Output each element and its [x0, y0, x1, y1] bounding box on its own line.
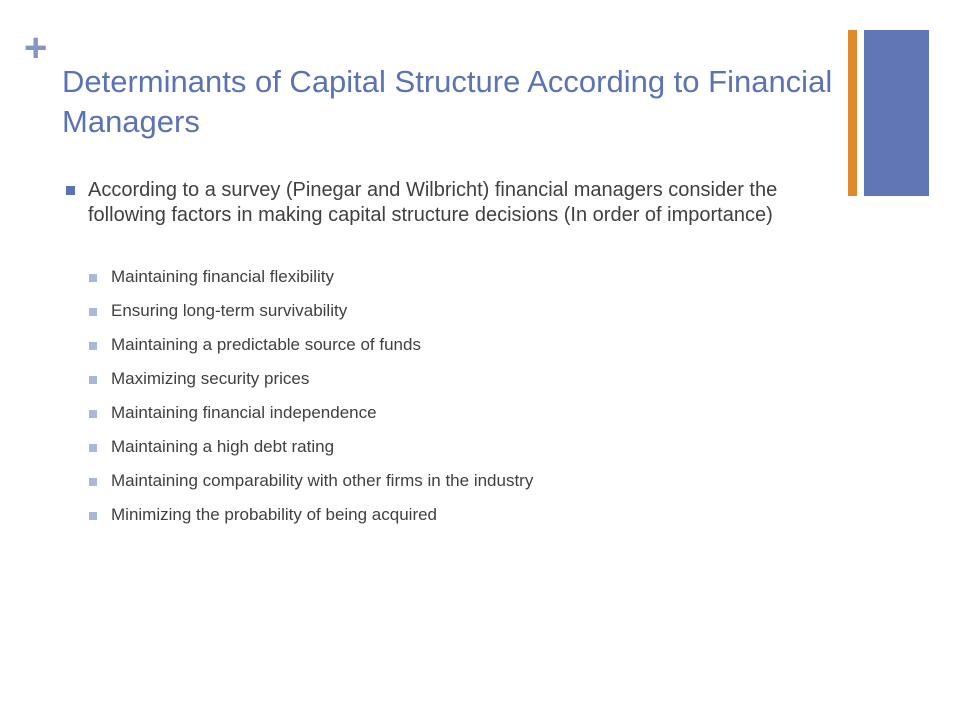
factor-text: Maintaining a high debt rating: [111, 437, 335, 456]
square-bullet-icon: [89, 478, 97, 486]
factor-text: Maintaining a predictable source of funds: [111, 335, 421, 354]
factor-text: Maintaining financial independence: [111, 403, 377, 422]
plus-icon: +: [24, 26, 48, 70]
main-point-text: According to a survey (Pinegar and Wilbricht) financial managers consider the following factors in making capital structure decisions (In order of importance): [88, 179, 778, 226]
square-bullet-icon: [66, 186, 75, 195]
factor-text: Maintaining comparability with other firms in the industry: [111, 471, 534, 490]
factor-text: Maintaining financial flexibility: [111, 267, 335, 286]
factor-text: Maximizing security prices: [111, 369, 310, 388]
square-bullet-icon: [89, 444, 97, 452]
square-bullet-icon: [89, 308, 97, 316]
slide-title: Determinants of Capital Structure According to Financial Managers: [62, 64, 833, 139]
square-bullet-icon: [89, 410, 97, 418]
square-bullet-icon: [89, 342, 97, 350]
square-bullet-icon: [89, 376, 97, 384]
square-bullet-icon: [89, 512, 97, 520]
main-point-item: [66, 178, 806, 228]
square-bullet-icon: [89, 274, 97, 282]
factor-text: Ensuring long-term survivability: [111, 301, 348, 320]
factor-text: Minimizing the probability of being acquired: [111, 505, 438, 524]
